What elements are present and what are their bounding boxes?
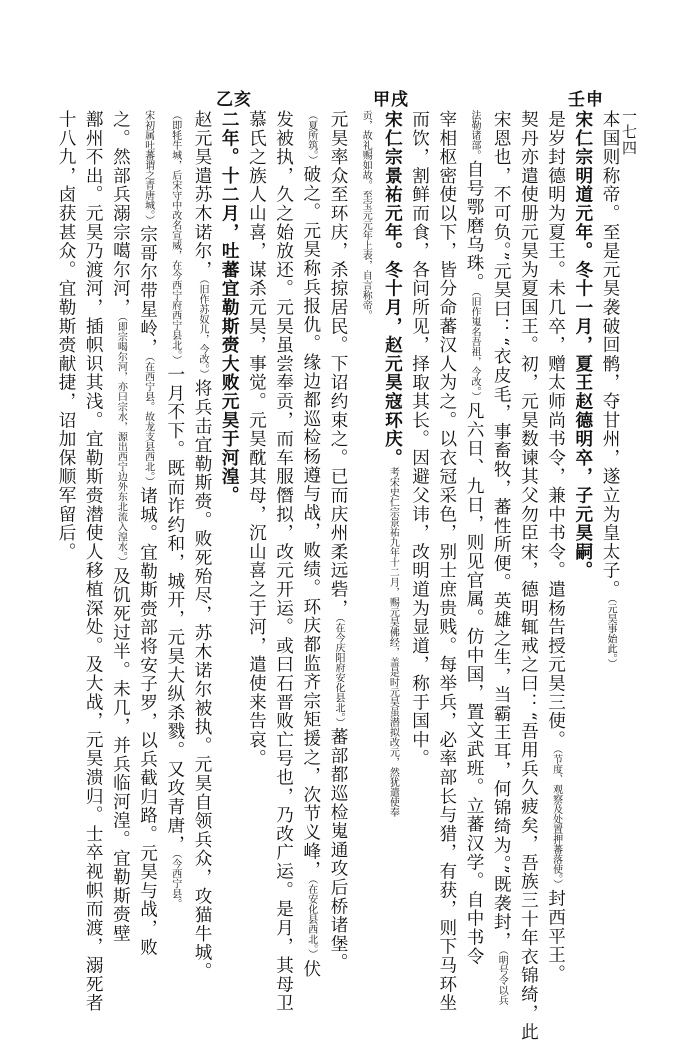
annotation-text: 考宋史仁宗景祐九年十二月，赐元昊佛经，盖是时元昊虽潜拟改元，然犹遣使奉 [387, 467, 399, 818]
cyclical-label-renshen: 壬申 [568, 90, 604, 110]
text-column [136, 110, 160, 957]
annotation-text: （节度、观察及处置押蕃落使。） [550, 749, 562, 890]
text-column [108, 110, 132, 943]
annotation-text: （夏所筑。） [305, 110, 317, 165]
text-column [244, 110, 268, 768]
heading-text: 二年。十二月，吐蕃宜勒斯赍大败元昊于河湟。 [219, 110, 241, 505]
annotation-text: 法勒诸部。 [469, 110, 480, 160]
cyclical-label-jiaxu: 甲戌 [373, 90, 409, 110]
annotation-text: （即牦牛城，后宋守中改名宣威，在今西宁府西宁县北。） [169, 110, 181, 365]
text-column [217, 110, 241, 505]
text-column [408, 110, 432, 768]
body-text: 凡六日、九日，则见官属。仿中国，置文武班。立蕃汉学。自中书令 [464, 401, 484, 966]
body-text: 发被执，久之始放还。元昊虽尝奉贡，而车服僭拟，改元开运。或曰石晋败亡号也，乃改广运。是月，其母卫 [273, 110, 294, 1013]
text-column [163, 110, 187, 909]
body-text: 将兵击宜勒斯赍。败死殆尽，苏木诺尔被执。元昊自领兵众，攻猫牛城。 [192, 379, 212, 981]
heading-text: 宋仁宗景祐元年。冬十月，赵元昊寇环庆。 [382, 110, 404, 468]
body-text: 蕃部都巡检嵬通攻后桥诸堡。 [328, 727, 348, 973]
body-text: 伏 [300, 959, 321, 979]
annotation-text: 宋初属吐蕃谓之青唐城。） [142, 110, 154, 225]
body-text: 宗哥尔带星岭， [137, 225, 158, 357]
heading-text: 宋仁宗明道元年。冬十一月，夏王赵德明卒，子元昊嗣。 [572, 110, 594, 580]
text-column [353, 110, 377, 320]
annotation-text: （明号令以兵 [496, 950, 508, 1006]
body-text: 赵元昊遣苏木诺尔， [192, 110, 212, 280]
text-column [326, 110, 350, 972]
text-column [544, 110, 568, 983]
body-text: 元昊率众至环庆，杀掠居民。下诏约束之。已而庆州柔远砦， [328, 110, 348, 618]
body-text: 一月不下。既而诈约和，城开，元昊大纵杀戮。又攻青唐， [164, 365, 185, 854]
annotation-text: 故龙支县西北。） [142, 411, 154, 487]
page-number: 一七四 [620, 108, 638, 156]
text-column [462, 110, 486, 966]
text-column [272, 110, 296, 1012]
annotation-text: （旧作苏奴儿，今改。） [197, 279, 208, 380]
annotation-text: 贡，故礼赐如故。至宝元元年上表，自言称帝。 [360, 110, 372, 320]
body-text: 鄯州不出。元昊乃渡河，插帜识其浅。宜勒斯赍潜使人移植深处。及大战，元昊溃归。士卒视帜而渡，溺死者 [83, 110, 104, 1013]
text-column [598, 110, 622, 669]
text-column [516, 110, 540, 1041]
cyclical-label-yihai: 乙亥 [216, 90, 252, 110]
text-column [54, 110, 78, 561]
annotation-text: （即宗喝尔河，亦曰宗水，源出西宁边外东北流入湟水。） [115, 316, 127, 567]
text-column [299, 110, 323, 978]
annotation-text: （元昊事始此。） [605, 598, 616, 669]
text-column [489, 110, 513, 1005]
text-column [571, 110, 595, 580]
annotation-text: （旧作嵬名吾祖，今改。） [469, 291, 480, 402]
annotation-text: （今西宁县。 [169, 853, 181, 909]
body-text: 契丹亦遣使册元昊为夏国王。初，元昊数谏其父勿臣宋，德明辄戒之曰：“吾用兵久疲矣，吾族三十年衣锦绮，此 [518, 110, 539, 1041]
text-column [190, 110, 214, 981]
body-text: 破之。元昊称兵报仇。缘边都巡检杨遵与战，败绩。环庆都监齐宗矩援之，次节义峰， [300, 165, 321, 880]
annotation-text: （在西宁县。 [142, 356, 154, 412]
body-text: 十八九，卤获甚众。宜勒斯赍献捷，诏加保顺军留后。 [56, 110, 76, 562]
body-text: 而饮，割鲜而食，各问所见，择取其长。因避父讳，改明道为显道，称于国中。 [409, 110, 430, 768]
text-column [380, 110, 404, 817]
body-text: 宰相枢密使以下，皆分命蕃汉人为之。以衣冠采色，别士庶贵贱。每举兵，必率部长与猎，有获，则下马环坐 [436, 110, 457, 1013]
body-text: 封西平王。 [545, 889, 566, 984]
annotation-text: （在今庆阳府安化县北。） [333, 617, 344, 728]
body-text: 是岁封德明为夏王。未几卒，赠太师尚书令，兼中书令。遣杨告授元昊三使。 [545, 110, 566, 750]
body-text: 宋恩也，不可负。”元昊曰：“衣皮毛，事畜牧，蕃性所便。英雄之生，当霸王耳，何锦绮为。”既袭封， [491, 110, 512, 951]
body-text: 本国则称帝。至是元昊袭破回鹘，夺甘州，遂立为皇太子。 [600, 110, 620, 599]
body-text: 诸城。宜勒斯赍部将安子罗，以兵截归路。元昊与战，败 [137, 486, 158, 957]
body-text: 慕氏之族人山喜，谋杀元昊，事觉。元昊酖其母，沉山喜之于河，遣使来告哀。 [246, 110, 267, 768]
text-column [435, 110, 459, 1012]
body-text: 及饥死过半。未几，并兵临河湟。宜勒斯赍壁 [110, 566, 131, 943]
annotation-text: （在安化县西北。） [305, 879, 317, 960]
body-text: 自号鄂磨乌珠。 [464, 160, 484, 292]
body-text: 之。然部兵溺宗噶尔河， [110, 110, 131, 317]
text-column [81, 110, 105, 1012]
